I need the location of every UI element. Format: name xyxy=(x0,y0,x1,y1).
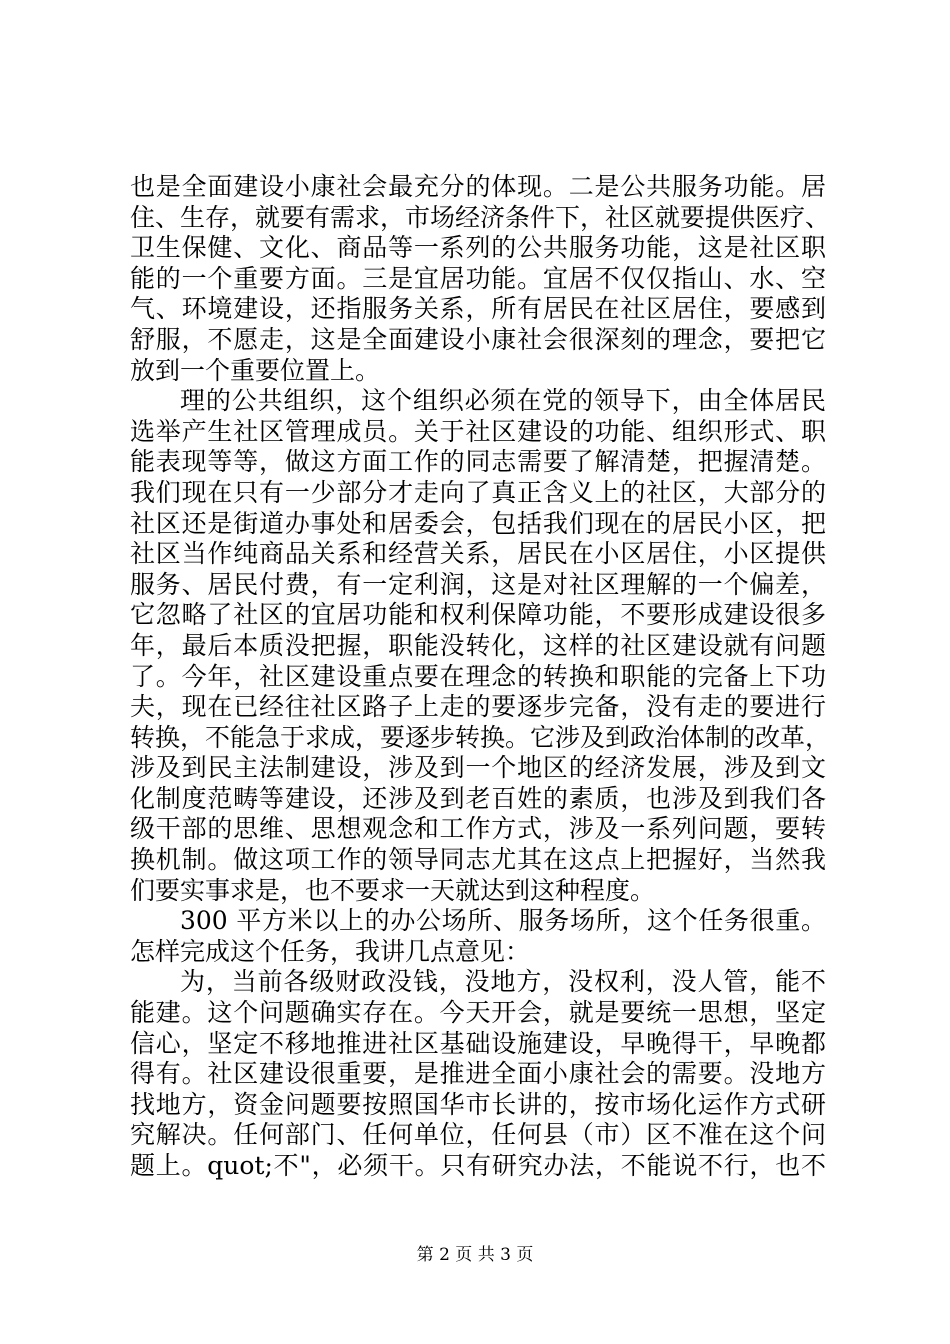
paragraph-line: 究解决。任何部门、任何单位，任何县（市）区不准在这个问 xyxy=(130,1120,826,1150)
paragraph-line: 年，最后本质没把握，职能没转化，这样的社区建设就有问题 xyxy=(130,630,826,660)
paragraph-line: 也是全面建设小康社会最充分的体现。二是公共服务功能。居 xyxy=(130,172,826,201)
page-footer xyxy=(0,1244,950,1266)
paragraph-line: 社区当作纯商品关系和经营关系，居民在小区居住，小区提供 xyxy=(130,539,826,569)
paragraph-line: 能表现等等，做这方面工作的同志需要了解清楚，把握清楚。 xyxy=(130,447,826,477)
paragraph-line: 们要实事求是，也不要求一天就达到这种程度。 xyxy=(130,875,656,905)
paragraph-line: 找地方，资金问题要按照国华市长讲的，按市场化运作方式研 xyxy=(130,1089,826,1119)
paragraph-line: 涉及到民主法制建设，涉及到一个地区的经济发展，涉及到文 xyxy=(130,753,826,783)
paragraph-line: 化制度范畴等建设，还涉及到老百姓的素质，也涉及到我们各 xyxy=(130,783,826,813)
paragraph-line: 换机制。做这项工作的领导同志尤其在这点上把握好，当然我 xyxy=(130,845,826,875)
page-number-label: 第 2 页 共 3 页 xyxy=(416,1245,534,1265)
paragraph-line: 住、生存，就要有需求，市场经济条件下，社区就要提供医疗、 xyxy=(130,202,831,232)
paragraph-line: 社区还是街道办事处和居委会，包括我们现在的居民小区，把 xyxy=(130,508,826,538)
paragraph-line: 它忽略了社区的宜居功能和权利保障功能，不要形成建设很多 xyxy=(130,600,826,630)
paragraph-line: 理的公共组织，这个组织必须在党的领导下，由全体居民 xyxy=(180,386,826,416)
paragraph-line: 级干部的思维、思想观念和工作方式，涉及一系列问题，要转 xyxy=(130,814,826,844)
paragraph-line: 转换，不能急于求成，要逐步转换。它涉及到政治体制的改革， xyxy=(130,722,831,752)
paragraph-line: 卫生保健、文化、商品等一系列的公共服务功能，这是社区职 xyxy=(130,233,826,263)
paragraph-line: 放到一个重要位置上。 xyxy=(130,355,381,385)
paragraph-line: 我们现在只有一少部分才走向了真正含义上的社区，大部分的 xyxy=(130,477,826,507)
paragraph-line: 为，当前各级财政没钱，没地方，没权利，没人管，能不 xyxy=(180,967,826,997)
paragraph-line: 了。今年，社区建设重点要在理念的转换和职能的完备上下功 xyxy=(130,661,826,691)
paragraph-line: 舒服，不愿走，这是全面建设小康社会很深刻的理念，要把它 xyxy=(130,324,826,354)
paragraph-line: 信心，坚定不移地推进社区基础设施建设，早晚得干，早晚都 xyxy=(130,1028,826,1058)
paragraph-line: 选举产生社区管理成员。关于社区建设的功能、组织形式、职 xyxy=(130,416,826,446)
paragraph-line: 得有。社区建设很重要，是推进全面小康社会的需要。没地方 xyxy=(130,1059,826,1089)
paragraph-line: 气、环境建设，还指服务关系，所有居民在社区居住，要感到 xyxy=(130,294,826,324)
paragraph-line: 题上。quot;不"，必须干。只有研究办法，不能说不行，也不 xyxy=(130,1151,826,1180)
paragraph-line: 怎样完成这个任务，我讲几点意见： xyxy=(130,936,531,966)
paragraph-line: 300 平方米以上的办公场所、服务场所，这个任务很重。 xyxy=(180,906,826,936)
paragraph-line: 能建。这个问题确实存在。今天开会，就是要统一思想，坚定 xyxy=(130,998,826,1028)
paragraph-line: 能的一个重要方面。三是宜居功能。宜居不仅仅指山、水、空 xyxy=(130,263,826,293)
paragraph-line: 夫，现在已经往社区路子上走的要逐步完备，没有走的要进行 xyxy=(130,692,826,722)
paragraph-line: 服务、居民付费，有一定利润，这是对社区理解的一个偏差， xyxy=(130,569,826,599)
body-text xyxy=(130,172,831,1182)
